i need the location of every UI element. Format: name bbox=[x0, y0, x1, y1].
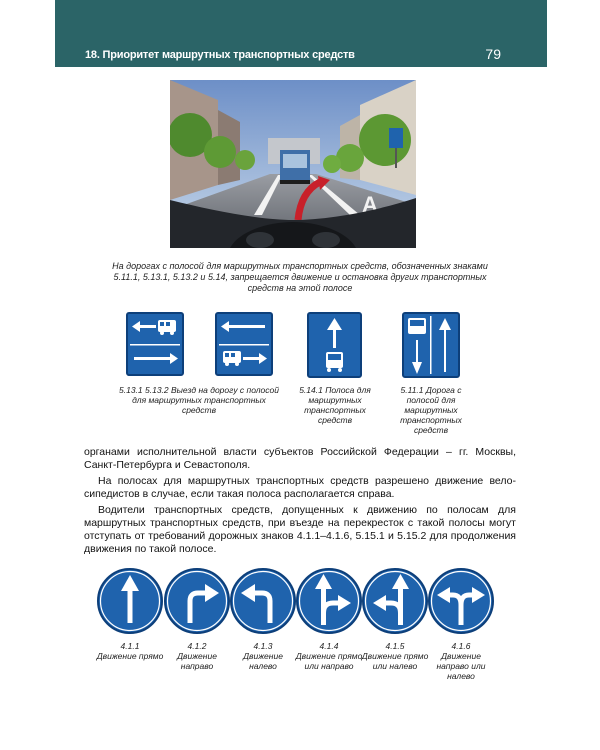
sign-5-13-1 bbox=[126, 312, 184, 376]
sign-code: 4.1.2 bbox=[187, 641, 207, 651]
lane-letter: А bbox=[362, 192, 378, 217]
sign-4-1-3 bbox=[229, 567, 297, 635]
paragraph-2: На полосах для маршрутных транспортных средств разрешено движение вело-сипедистов в случае, если такая полоса располагается справа. bbox=[84, 475, 516, 500]
sign-code: 4.1.5 bbox=[385, 641, 405, 651]
sign-5-14-1 bbox=[307, 312, 362, 378]
sign-4-1-6 bbox=[427, 567, 495, 635]
sign-code: 4.1.3 bbox=[253, 641, 273, 651]
sign-name: Движение направо bbox=[177, 651, 217, 671]
sign-name: Движение прямо или направо bbox=[295, 651, 363, 671]
figure-caption: На дорогах с полосой для маршрутных транспортных средств, обозначенных знаками 5.11.1, 5.13.1, 5.13.2 и 5.14, запрещается движение и остановка других транспортных средств на этой полосе bbox=[112, 261, 488, 293]
sign-4-1-2 bbox=[163, 567, 231, 635]
sign-5-11-1 bbox=[402, 312, 460, 378]
lane-sign-caption-1: 5.13.1 5.13.2 Выезд на дорогу с полосой для маршрутных транспортных средств bbox=[119, 385, 279, 415]
round-sign-caption-1 bbox=[95, 641, 165, 661]
paragraph-3: Водители транспортных средств, допущенных к движению по полосам для маршрутных транспортных средств, при въезде на перекресток с такой полосы могут отступать от требований дорожных знаков 4.1.1–4.1.6, 5.15.1 и 5.15.2 для продолжения движения по такой полосе. bbox=[84, 504, 516, 555]
sign-name: Движение прямо или налево bbox=[361, 651, 429, 671]
lane-sign-caption-2: 5.14.1 Полоса для маршрутных транспортных средств bbox=[299, 385, 371, 425]
chapter-title: 18. Приоритет маршрутных транспортных средств bbox=[85, 49, 355, 61]
page-header bbox=[55, 0, 547, 67]
sign-name: Движение направо или налево bbox=[436, 651, 486, 681]
round-sign-caption-3 bbox=[228, 641, 298, 671]
sign-code: 4.1.6 bbox=[451, 641, 471, 651]
sign-4-1-5 bbox=[361, 567, 429, 635]
page-number: 79 bbox=[485, 46, 501, 62]
round-sign-caption-4 bbox=[294, 641, 364, 671]
round-sign-caption-6 bbox=[426, 641, 496, 681]
lane-sign-caption-3: 5.11.1 Дорога с полосой для маршрутных транспортных средств bbox=[400, 385, 462, 435]
sign-4-1-4 bbox=[295, 567, 363, 635]
sign-4-1-1 bbox=[96, 567, 164, 635]
body-text bbox=[84, 446, 516, 556]
sign-name: Движение налево bbox=[243, 651, 283, 671]
sign-name: Движение прямо bbox=[96, 651, 164, 661]
sign-5-13-2 bbox=[215, 312, 273, 376]
sign-code: 4.1.4 bbox=[319, 641, 339, 651]
round-sign-caption-2 bbox=[162, 641, 232, 671]
sign-code: 4.1.1 bbox=[120, 641, 140, 651]
round-sign-caption-5 bbox=[360, 641, 430, 671]
road-photo bbox=[170, 80, 416, 248]
paragraph-1: органами исполнительной власти субъектов Российской Федерации – гг. Москвы, Санкт-Петербурга и Севастополя. bbox=[84, 446, 516, 471]
